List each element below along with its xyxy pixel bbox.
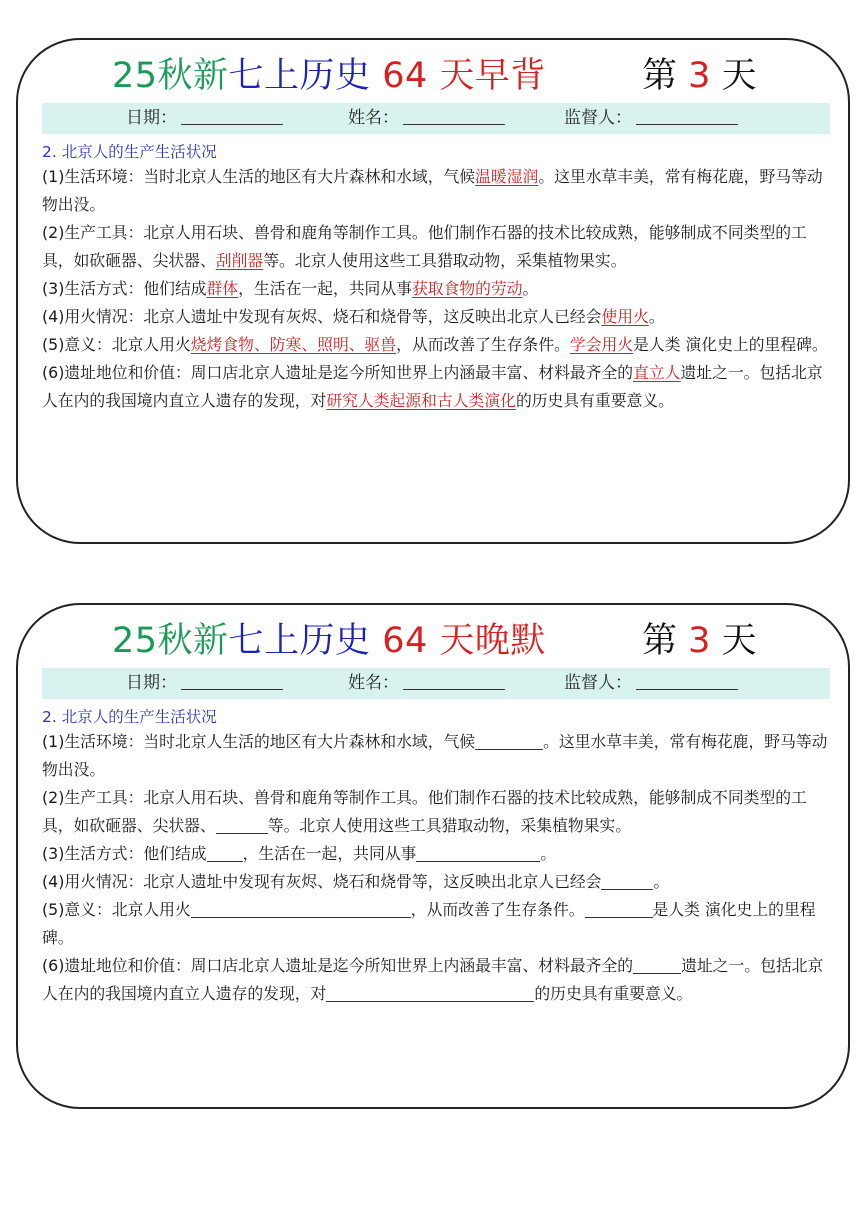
item-significance: (5)意义：北京人用火 ，从而改善了生存条件。 是人类 演化史上的里程碑。 [42,900,816,947]
answer: 直立人 [633,363,681,382]
item-lifestyle: (3)生活方式：他们结成 ，生活在一起，共同从事 。 [42,844,557,863]
content-body [42,163,834,415]
item-site-value: (6)遗址地位和价值：周口店北京人遗址是迄今所知世界上内涵最丰富、材料最齐全的直立人遗址之一。包括北京人在内的我国境内直立人遗存的发现，对研究人类起源和古人类演化的历史具有重要意义。 [42,363,823,410]
item-lifestyle: (3)生活方式：他们结成群体，生活在一起，共同从事获取食物的劳动。 [42,279,539,298]
answer: 群体 [206,279,239,298]
name-field: 姓名： [348,103,505,134]
date-blank [181,104,283,125]
supervisor-blank [636,104,738,125]
day-label: 第 3 天 [642,621,757,661]
title-part-season: 25秋新 [112,621,229,661]
name-blank [403,669,505,690]
answer: 研究人类起源和古人类演化 [326,391,516,410]
day-number: 3 [688,621,711,661]
title-part-season: 25秋新 [112,56,229,96]
card-title [112,613,546,669]
fill-blank [207,843,243,862]
item-production-tools: (2)生产工具：北京人用石块、兽骨和鹿角等制作工具。他们制作石器的技术比较成熟，能够制成不同类型的工具，如砍砸器、尖状器、 等。北京人使用这些工具猎取动物，采集植物果实。 [42,788,807,835]
card-title-row [18,48,848,104]
answer: 刮削器 [215,251,264,270]
title-part-plan: 64 天早背 [382,56,546,96]
supervisor-field: 监督人： [564,103,738,134]
item-fire-use: (4)用火情况：北京人遗址中发现有灰烬、烧石和烧骨等，这反映出北京人已经会使用火。 [42,307,665,326]
supervisor-field: 监督人： [564,668,738,699]
fill-blank [585,899,653,918]
date-field: 日期： [126,668,283,699]
title-part-plan: 64 天晚默 [382,621,546,661]
info-bar [42,103,830,134]
day-number: 3 [688,56,711,96]
item-fire-use: (4)用火情况：北京人遗址中发现有灰烬、烧石和烧骨等，这反映出北京人已经会 。 [42,872,670,891]
name-field: 姓名： [348,668,505,699]
fill-blank [601,871,653,890]
date-blank [181,669,283,690]
fill-blank [326,983,534,1002]
title-part-subject: 七上历史 [228,621,371,661]
day-label: 第 3 天 [642,56,757,96]
supervisor-blank [636,669,738,690]
item-significance: (5)意义：北京人用火烧烤食物、防寒、照明、驱兽，从而改善了生存条件。学会用火是人类 演化史上的里程碑。 [42,335,828,354]
answer: 烧烤食物、防寒、照明、驱兽 [190,335,397,354]
card-title [112,48,546,104]
answer: 学会用火 [569,335,634,354]
fill-blank [416,843,540,862]
title-part-subject: 七上历史 [228,56,371,96]
item-living-environment: (1)生活环境：当时北京人生活的地区有大片森林和水域，气候 。这里水草丰美，常有梅花鹿，野马等动物出没。 [42,732,828,779]
answer: 获取食物的劳动 [411,279,523,298]
fill-blank [633,955,681,974]
card-title-row [18,613,848,669]
section-title: 2. 北京人的生产生活状况 [42,708,217,726]
evening-dictation-card [16,603,850,1109]
section-title: 2. 北京人的生产生活状况 [42,143,217,161]
answer: 使用火 [601,307,649,326]
fill-blank [475,731,543,750]
name-blank [403,104,505,125]
date-field: 日期： [126,103,283,134]
info-bar [42,668,830,699]
answer: 温暖湿润 [475,167,539,186]
item-site-value: (6)遗址地位和价值：周口店北京人遗址是迄今所知世界上内涵最丰富、材料最齐全的 遗址之一。包括北京人在内的我国境内直立人遗存的发现，对 的历史具有重要意义。 [42,956,824,1003]
item-living-environment: (1)生活环境：当时北京人生活的地区有大片森林和水域，气候温暖湿润。这里水草丰美，常有梅花鹿，野马等动物出没。 [42,167,823,214]
content-body [42,728,834,1008]
fill-blank [191,899,411,918]
morning-recitation-card [16,38,850,544]
fill-blank [216,815,268,834]
item-production-tools: (2)生产工具：北京人用石块、兽骨和鹿角等制作工具。他们制作石器的技术比较成熟，能够制成不同类型的工具，如砍砸器、尖状器、刮削器等。北京人使用这些工具猎取动物，采集植物果实。 [42,223,807,270]
